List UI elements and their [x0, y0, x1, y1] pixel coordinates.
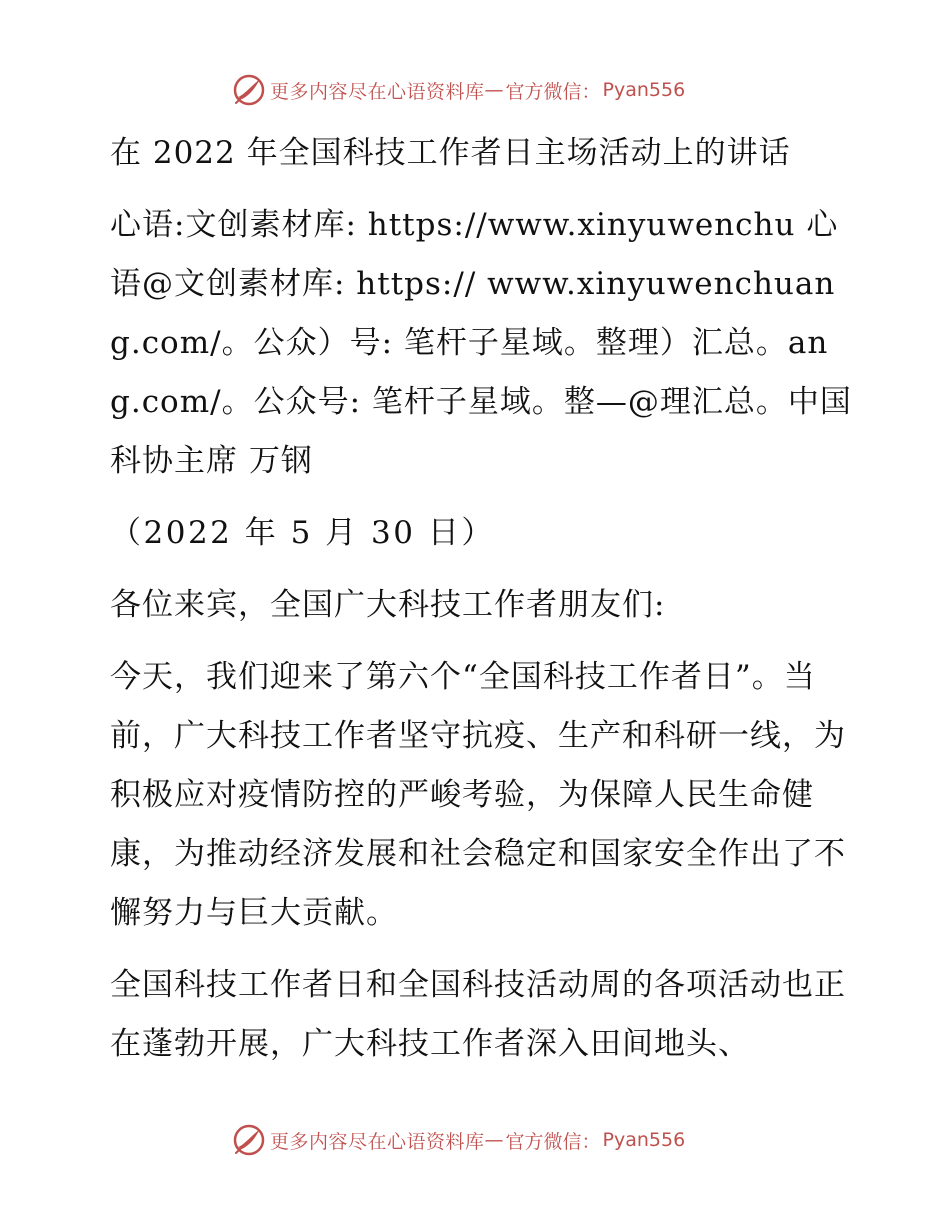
watermark-separator: — [484, 79, 504, 101]
watermark-text: 更多内容尽在心语资料库 [270, 80, 485, 103]
watermark-text: 更多内容尽在心语资料库 [270, 1130, 485, 1153]
watermark-wechat-id: Pyan556 [602, 79, 686, 101]
speech-date: （2022 年 5 月 30 日） [110, 515, 495, 551]
paragraph: 今天，我们迎来了第六个“全国科技工作者日”。当前，广大科技工作者坚守抗疫、生产和科研一线，为积极应对疫情防控的严峻考验，为保障人民生命健康，为推动经济发展和社会稳定和国家安全作出了不懈努力与巨大贡献。 [110, 659, 846, 931]
feather-logo-icon [232, 1123, 266, 1157]
document-body [97, 124, 857, 1087]
document-title: 在 2022 年全国科技工作者日主场活动上的讲话 [110, 135, 791, 171]
watermark-wechat-id: Pyan556 [602, 1129, 686, 1151]
watermark-header [232, 72, 712, 108]
feather-logo-icon [232, 73, 266, 107]
watermark-separator: — [484, 1129, 504, 1151]
paragraph: 全国科技工作者日和全国科技活动周的各项活动也正在蓬勃开展，广大科技工作者深入田间地头、 [110, 967, 846, 1062]
watermark-wechat-label: 官方微信： [505, 80, 601, 103]
watermark-wechat-label: 官方微信： [505, 1130, 601, 1153]
watermark-footer [232, 1122, 712, 1158]
greeting: 各位来宾，全国广大科技工作者朋友们: [110, 587, 666, 623]
source-note: 心语:文创素材库: https://www.xinyuwenchu 心语@文创素材库: https:// www.xinyuwenchuang.com/。公众）号: 笔杆子星域。整理）汇总。ang.com/。公众号: 笔杆子星域。整—@理汇总。中国科协主席 万钢 [110, 207, 852, 479]
